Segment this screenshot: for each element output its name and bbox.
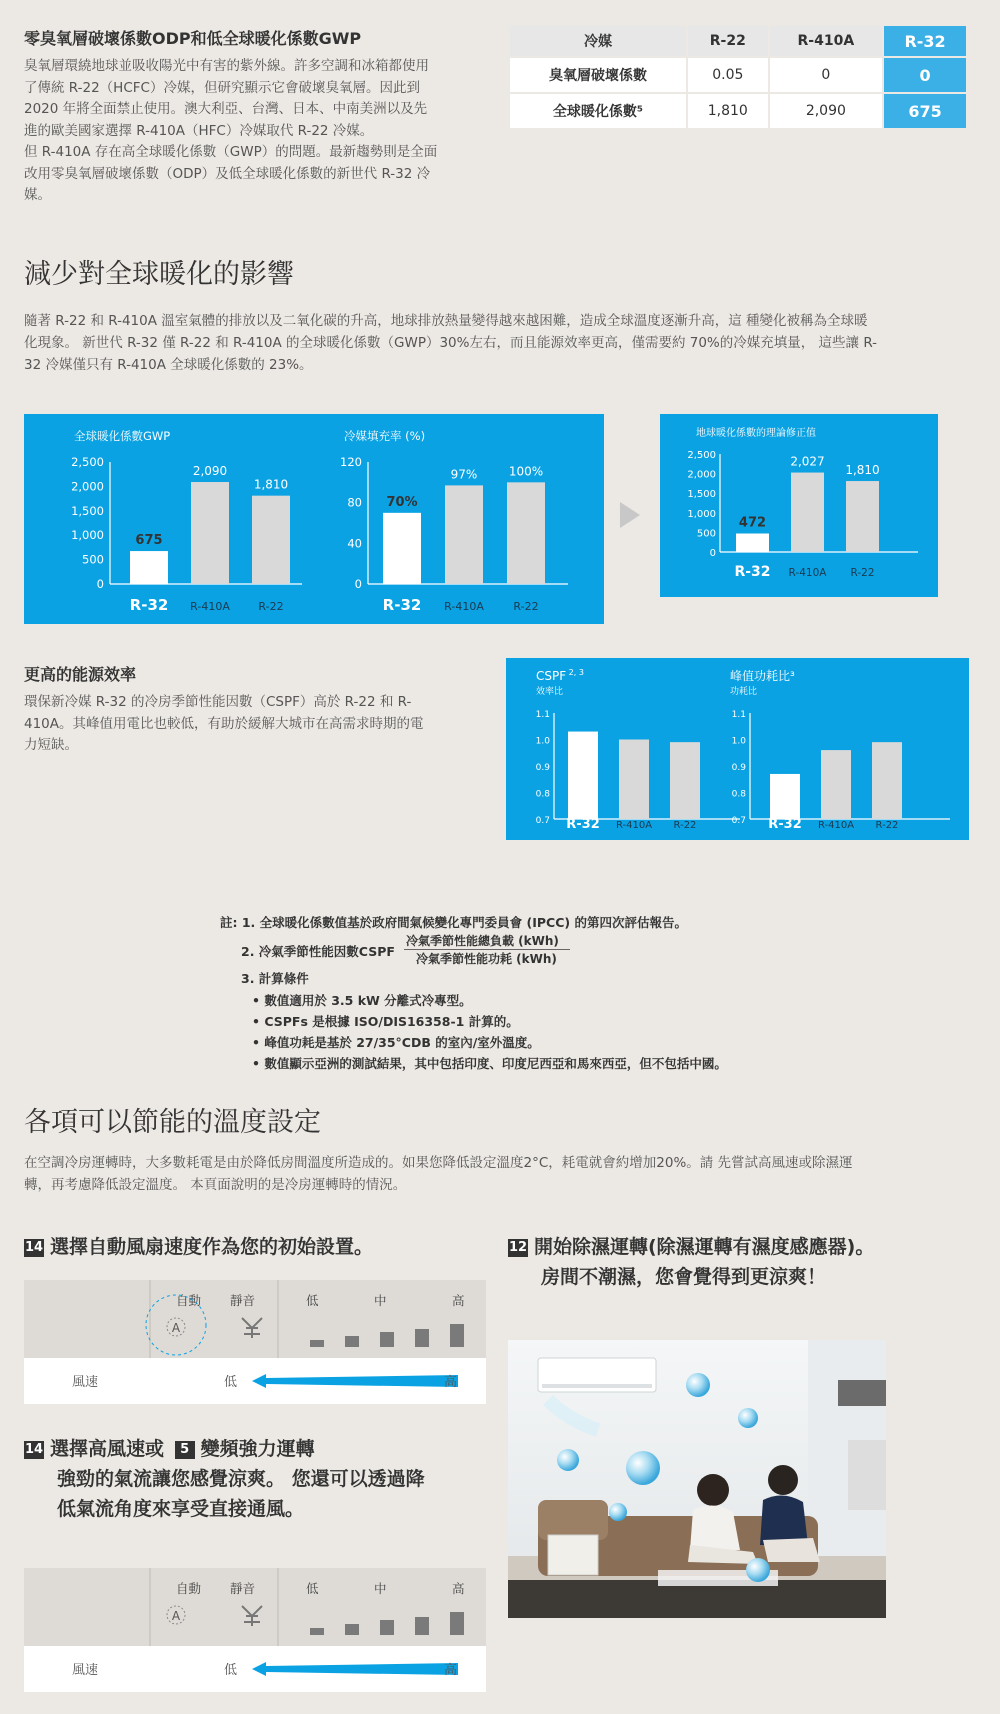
y-tick-label: 1,500 <box>71 503 104 518</box>
table-cell: 0 <box>884 58 966 92</box>
y-tick-label: 500 <box>82 552 104 567</box>
y-tick-label: 40 <box>347 536 362 551</box>
table-cell: 675 <box>884 94 966 128</box>
gwp-charge-chart-panel <box>24 414 604 624</box>
fan-speed-label: 風速 <box>72 1663 99 1678</box>
temperature-heading: 各項可以節能的溫度設定 <box>24 1107 321 1138</box>
y-tick-label: 0 <box>354 577 362 591</box>
y-tick-label: 0 <box>96 577 104 591</box>
tip-text: 低氣流角度來享受直接通風。 <box>57 1498 305 1520</box>
bar <box>445 485 483 584</box>
corrected-gwp-chart-panel <box>660 414 938 597</box>
fan-level-bar <box>380 1620 394 1635</box>
note-3-bullets <box>220 990 727 1074</box>
x-tick-label: R-410A <box>615 820 653 831</box>
paragraph-line: 力短缺。 <box>24 737 78 753</box>
fan-speed-low-label: 低 <box>224 1375 238 1390</box>
arrow-left-icon <box>252 1659 458 1679</box>
fan-speed-panel-high <box>24 1568 486 1692</box>
x-tick-label: R-410A <box>190 600 230 613</box>
y-tick-label: 1.1 <box>535 710 550 720</box>
fan-speed-row <box>24 1646 486 1692</box>
y-tick-label: 1.0 <box>535 736 550 747</box>
note-2 <box>220 934 727 968</box>
y-tick-label: 80 <box>347 495 362 510</box>
x-tick-label: R-32 <box>129 596 169 614</box>
bar <box>130 551 168 584</box>
paragraph-line: 410A。其峰值用電比也較低，有助於緩解大城市在高需求時期的電 <box>24 715 424 732</box>
y-tick-label: 0 <box>709 548 716 559</box>
global-warming-heading: 減少對全球暖化的影響 <box>24 259 294 290</box>
table-cell: 全球暖化係數⁵ <box>510 94 686 128</box>
fan-speed-label: 風速 <box>72 1375 99 1390</box>
global-warming-paragraph <box>24 310 974 376</box>
fan-level-label: 靜音 <box>230 1293 256 1308</box>
tip-number-badge: 12 <box>508 1240 528 1255</box>
y-tick-label: 500 <box>696 528 716 540</box>
efficiency-chart-panel <box>506 658 969 840</box>
note-bullet: • 數值顯示亞洲的測試結果，其中包括印度、印度尼西亞和馬來西亞，但不包括中國。 <box>252 1056 727 1071</box>
y-tick-label: 0.9 <box>535 763 550 773</box>
chart-title: 全球暖化係數GWP <box>74 429 171 443</box>
paragraph-line: 轉，再考慮降低設定溫度。 本頁面說明的是冷房運轉時的情況。 <box>24 1177 407 1193</box>
tip-text: 選擇自動風扇速度作為您的初始設置。 <box>50 1236 374 1258</box>
fan-speed-levels <box>24 1568 486 1646</box>
note-1: 註: 1. 全球暖化係數值基於政府間氣候變化專門委員會 (IPCC) 的第四次評估報告。 <box>220 915 687 930</box>
data-label: 675 <box>135 533 163 549</box>
bar <box>383 513 421 584</box>
tip-text: 開始除濕運轉(除濕運轉有濕度感應器)。 <box>534 1236 875 1258</box>
y-tick-label: 1.0 <box>731 736 746 747</box>
fan-level-label: 高 <box>452 1293 465 1308</box>
y-tick-label: 0.9 <box>731 763 746 773</box>
bar <box>619 740 649 820</box>
bar <box>191 482 229 584</box>
data-label: 1,810 <box>845 463 880 478</box>
living-room-illustration <box>508 1340 886 1618</box>
bar <box>736 533 769 552</box>
gwp-and-charge-charts <box>24 414 604 624</box>
quiet-icon <box>242 1318 262 1338</box>
tip-auto-fan <box>24 1232 373 1259</box>
corrected-gwp-chart <box>660 414 938 597</box>
y-tick-label: 2,500 <box>71 455 104 469</box>
odp-line: 改用零臭氧層破壞係數（ODP）及低全球暖化係數的新世代 R-32 冷 <box>24 165 431 182</box>
quiet-icon <box>242 1606 262 1626</box>
table-header-row <box>510 26 966 56</box>
living-room-photo <box>508 1340 886 1618</box>
cspf-formula-denominator: 冷氣季節性能功耗 (kWh) <box>416 952 557 966</box>
fan-level-bar <box>345 1624 359 1635</box>
chart-title: 冷媒填充率 (%) <box>344 429 426 443</box>
bar <box>507 482 545 584</box>
fan-level-label: 中 <box>374 1293 387 1308</box>
table-header-cell: R-22 <box>688 26 768 56</box>
fan-level-label: 高 <box>452 1581 465 1596</box>
arrow-left-icon <box>252 1371 458 1391</box>
bar <box>568 732 598 819</box>
fan-level-bar <box>450 1612 464 1635</box>
fan-level-bar <box>415 1617 429 1635</box>
paragraph-line: 化現象。 新世代 R-32 僅 R-22 和 R-410A 的全球暖化係數（GWP）30%左右，而且能源效率更高，僅需要約 70%的冷媒充填量， 這些讓 R- <box>24 335 878 351</box>
chart-title-sup: 2, 3 <box>566 668 584 677</box>
odp-line: 了傳統 R-22（HCFC）冷媒，但研究顯示它會破壞臭氧層。因此到 <box>24 79 420 96</box>
fan-speed-row <box>24 1358 486 1404</box>
y-tick-label: 0.8 <box>731 789 746 800</box>
y-tick-label: 2,000 <box>687 469 716 481</box>
note-bullet: • 數值適用於 3.5 kW 分離式冷專型。 <box>252 993 472 1008</box>
table-cell: 1,810 <box>688 94 768 128</box>
table-cell: 臭氧層破壞係數 <box>510 58 686 92</box>
table-cell: 2,090 <box>770 94 883 128</box>
note-2-label: 2. 冷氣季節性能因數CSPF <box>241 944 395 959</box>
bar <box>670 742 700 819</box>
y-tick-label: 120 <box>340 455 362 469</box>
odp-line: 但 R-410A 存在高全球暖化係數（GWP）的問題。最新趨勢則是全面 <box>24 144 438 160</box>
fan-level-bar <box>345 1336 359 1347</box>
y-tick-label: 1.1 <box>731 710 746 720</box>
table-header-cell: R-32 <box>884 26 966 56</box>
bar <box>846 481 879 552</box>
footnotes <box>220 912 727 1074</box>
cspf-formula-numerator: 冷氣季節性能總負載 (kWh) <box>406 934 559 948</box>
table-cell: 0 <box>770 58 883 92</box>
x-tick-label: R-410A <box>788 567 827 579</box>
y-tick-label: 1,500 <box>687 489 716 501</box>
fan-speed-levels <box>24 1280 486 1358</box>
y-tick-label: 2,500 <box>687 450 716 461</box>
odp-line: 2020 年將全面禁止使用。澳大利亞、台灣、日本、中南美洲以及先 <box>24 101 428 117</box>
table-row <box>510 94 966 128</box>
fan-level-label: 低 <box>306 1581 319 1596</box>
y-tick-label: 1,000 <box>687 508 716 520</box>
table-header-cell: R-410A <box>770 26 883 56</box>
note-3: 3. 計算條件 <box>241 971 309 986</box>
data-label: 1,810 <box>253 477 289 492</box>
x-tick-label: R-410A <box>817 820 855 831</box>
fan-level-bar <box>310 1340 324 1347</box>
fan-level-label: 靜音 <box>230 1581 256 1596</box>
efficiency-heading: 更高的能源效率 <box>24 665 137 684</box>
table-header-cell: 冷媒 <box>510 26 686 56</box>
arrow-right-icon <box>618 500 642 530</box>
table-row <box>510 58 966 92</box>
fan-level-label: 自動 <box>176 1581 202 1596</box>
fan-level-bar <box>415 1329 429 1347</box>
tip-text: 變頻強力運轉 <box>200 1438 315 1460</box>
x-tick-label: R-22 <box>673 820 697 831</box>
note-bullet: • CSPFs 是根據 ISO/DIS16358-1 計算的。 <box>252 1014 519 1029</box>
fan-level-bar <box>450 1324 464 1347</box>
paragraph-line: 在空調冷房運轉時，大多數耗電是由於降低房間溫度所造成的。如果您降低設定溫度2°C，耗電就會約增加20%。請 先嘗試高風速或除濕運 <box>24 1155 853 1171</box>
y-tick-label: 0.7 <box>731 816 746 826</box>
odp-line: 媒。 <box>24 187 51 203</box>
x-tick-label: R-22 <box>258 600 284 613</box>
bar <box>252 496 290 584</box>
odp-paragraph <box>24 56 486 207</box>
y-tick-label: 1,000 <box>71 528 104 543</box>
chart-subtitle: 效率比 <box>536 687 564 697</box>
tip-dehumidify <box>508 1232 874 1292</box>
tip-text: 強勁的氣流讓您感覺涼爽。 您還可以透過降 <box>57 1468 425 1490</box>
fan-speed-high-label: 高 <box>444 1663 458 1678</box>
cspf-and-peak-charts <box>506 658 969 840</box>
x-tick-label: R-22 <box>513 600 539 613</box>
fan-level-label: 中 <box>374 1581 387 1596</box>
bar <box>791 473 824 552</box>
fan-level-label: 自動 <box>176 1293 202 1308</box>
tip-text: 房間不潮濕，您會覺得到更涼爽！ <box>541 1266 827 1288</box>
note-bullet: • 峰值功耗是基於 27/35°CDB 的室內/室外溫度。 <box>252 1035 540 1050</box>
y-tick-label: 0.7 <box>535 816 550 826</box>
data-label: 2,090 <box>192 464 228 479</box>
y-tick-label: 0.8 <box>535 789 550 800</box>
temperature-paragraph <box>24 1152 974 1196</box>
fan-level-bar <box>380 1332 394 1347</box>
auto-icon-glyph: A <box>171 1321 181 1335</box>
y-tick-label: 2,000 <box>71 479 104 494</box>
bar <box>821 750 851 819</box>
tip-high-fan <box>24 1434 425 1524</box>
bar <box>872 742 902 819</box>
auto-icon-glyph: A <box>171 1609 181 1623</box>
x-tick-label: R-22 <box>850 567 875 579</box>
efficiency-paragraph <box>24 692 484 757</box>
paragraph-line: 隨著 R-22 和 R-410A 溫室氣體的排放以及二氧化碳的升高，地球排放熱量變得越來越困難，造成全球溫度逐漸升高，這 種變化被稱為全球暖 <box>24 313 868 329</box>
chart-title: CSPF $^{2, 3}$ <box>536 668 584 683</box>
data-label: 97% <box>450 467 478 482</box>
x-tick-label: R-32 <box>566 817 600 832</box>
x-tick-label: R-32 <box>768 817 802 832</box>
x-tick-label: R-32 <box>382 596 422 614</box>
data-label: 2,027 <box>790 454 825 469</box>
paragraph-line: 32 冷媒僅只有 R-410A 全球暖化係數的 23%。 <box>24 357 313 373</box>
tip-text: 選擇高風速或 <box>50 1438 165 1460</box>
tip-number-badge: 14 <box>24 1240 44 1255</box>
data-label: 100% <box>508 464 544 479</box>
data-label: 472 <box>738 515 767 531</box>
chart-title: 地球暖化係數的理論修正值 <box>696 428 816 439</box>
fan-speed-high-label: 高 <box>444 1375 458 1390</box>
bar <box>770 774 800 819</box>
fan-level-bar <box>310 1628 324 1635</box>
x-tick-label: R-22 <box>875 820 899 831</box>
fan-speed-panel-auto <box>24 1280 486 1404</box>
table-cell: 0.05 <box>688 58 768 92</box>
x-tick-label: R-32 <box>734 564 771 580</box>
odp-line: 臭氧層環繞地球並吸收陽光中有害的紫外線。許多空調和冰箱都使用 <box>24 58 429 74</box>
paragraph-line: 環保新冷媒 R-32 的冷房季節性能因數（CSPF）高於 R-22 和 R- <box>24 694 412 710</box>
odp-heading: 零臭氧層破壞係數ODP和低全球暖化係數GWP <box>24 29 362 48</box>
x-tick-label: R-410A <box>444 600 484 613</box>
chart-title: 峰值功耗比³ <box>730 669 795 683</box>
fan-level-label: 低 <box>306 1293 319 1308</box>
tip-number-badge: 5 <box>175 1441 195 1459</box>
tip-number-badge: 14 <box>24 1442 44 1457</box>
chart-subtitle: 功耗比 <box>730 687 758 697</box>
fan-speed-low-label: 低 <box>224 1663 238 1678</box>
refrigerant-comparison-table <box>508 24 968 130</box>
odp-line: 進的歐美國家選擇 R-410A（HFC）冷媒取代 R-22 冷媒。 <box>24 122 374 139</box>
data-label: 70% <box>386 494 418 510</box>
